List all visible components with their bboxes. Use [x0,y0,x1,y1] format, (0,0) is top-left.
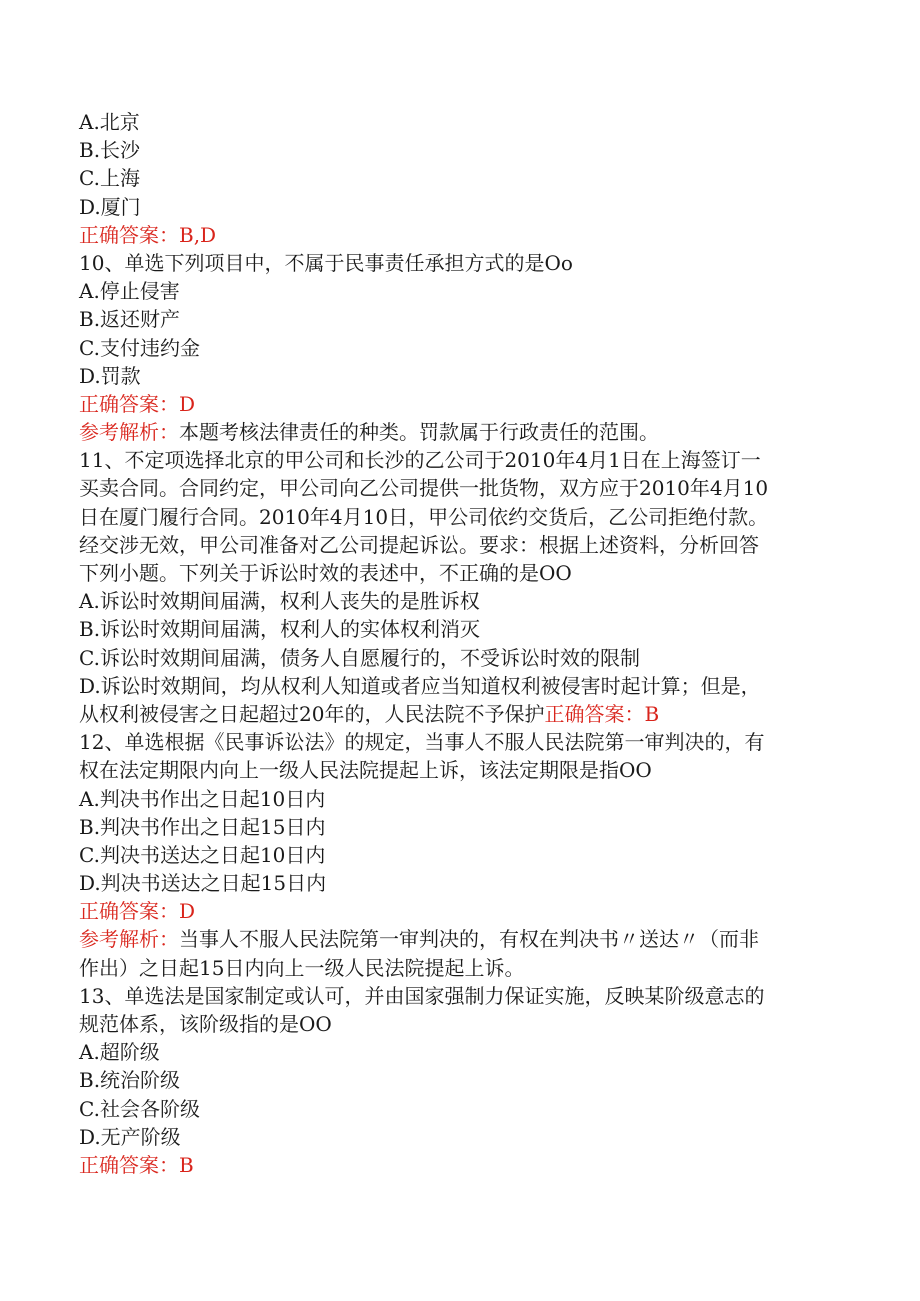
option: D.厦门 [79,194,141,219]
correct-answer [79,1151,839,1179]
option: B.返还财产 [79,307,181,332]
question-stem-line: 权在法定期限内向上一级人民法院提起上诉，该法定期限是指OO [79,758,652,783]
option: D.无产阶级 [79,1124,181,1149]
answer-value: B,D [179,222,217,247]
question-stem-line: 经交涉无效，甲公司准备对乙公司提起诉讼。要求：根据上述资料，分析回答 [79,532,759,557]
option-continuation [79,700,839,728]
question-stem: 10、单选下列项目中，不属于民事责任承担方式的是Oo [79,250,573,275]
answer-label: 正确答案： [79,391,179,416]
analysis [79,418,839,446]
question-stem-line: 下列小题。下列关于诉讼时效的表述中，不正确的是OO [79,561,572,585]
option: C.诉讼时效期间届满，债务人自愿履行的，不受诉讼时效的限制 [79,645,640,670]
answer-value: D [179,899,196,924]
option: B.统治阶级 [79,1068,181,1093]
answer-value: B [644,701,660,726]
analysis [79,925,839,953]
question-stem-line: 规范体系，该阶级指的是OO [79,1012,332,1036]
option: A.诉讼时效期间届满，权利人丧失的是胜诉权 [79,589,480,614]
option: A.判决书作出之日起10日内 [79,786,326,811]
correct-answer [79,390,839,418]
question-10 [79,249,839,446]
question-12 [79,728,839,982]
analysis-text: 本题考核法律责任的种类。罚款属于行政责任的范围。 [179,420,659,445]
option: C.支付违约金 [79,335,200,360]
option: D.诉讼时效期间，均从权利人知道或者应当知道权利被侵害时起计算；但是， [79,673,761,698]
option: B.长沙 [79,138,141,163]
option: A.北京 [79,110,140,134]
analysis-text: 当事人不服人民法院第一审判决的，有权在判决书〃送达〃（而非 [179,927,759,952]
question-stem-line: 13、单选法是国家制定或认可，并由国家强制力保证实施，反映某阶级意志的 [79,983,765,1008]
analysis-label: 参考解析： [79,420,179,445]
option: D.罚款 [79,363,141,388]
question-stem-line: 日在厦门履行合同。2010年4月10日，甲公司依约交货后，乙公司拒绝付款。 [79,504,769,529]
correct-answer [79,897,839,925]
analysis-label: 参考解析： [79,927,179,952]
question-13 [79,982,839,1179]
option: C.判决书送达之日起10日内 [79,842,326,867]
answer-label: 正确答案： [79,899,179,924]
question-stem-line: 12、单选根据《民事诉讼法》的规定，当事人不服人民法院第一审判决的，有 [79,730,765,755]
question-9 [79,108,839,249]
correct-answer [79,221,839,249]
option: D.判决书送达之日起15日内 [79,871,327,896]
option: B.判决书作出之日起15日内 [79,814,326,839]
answer-value: B [179,1152,194,1177]
answer-value: D [179,391,196,416]
question-stem-line: 买卖合同。合同约定，甲公司向乙公司提供一批货物，双方应于2010年4月10 [79,476,769,501]
question-stem-line: 11、不定项选择北京的甲公司和长沙的乙公司于2010年4月1日在上海签订一 [79,448,761,473]
document-page [79,108,839,1179]
option: A.停止侵害 [79,279,180,304]
question-11 [79,446,839,728]
option: A.超阶级 [79,1040,160,1065]
answer-label: 正确答案： [544,701,645,726]
option: C.上海 [79,166,140,191]
answer-label: 正确答案： [79,1152,179,1177]
analysis-continuation: 作出）之日起15日内向上一级人民法院提起上诉。 [79,955,525,980]
option: B.诉讼时效期间届满，权利人的实体权利消灭 [79,617,481,642]
answer-label: 正确答案： [79,222,179,247]
option-d-continuation: 从权利被侵害之日起超过20年的，人民法院不予保护 [79,701,545,726]
option: C.社会各阶级 [79,1096,200,1121]
